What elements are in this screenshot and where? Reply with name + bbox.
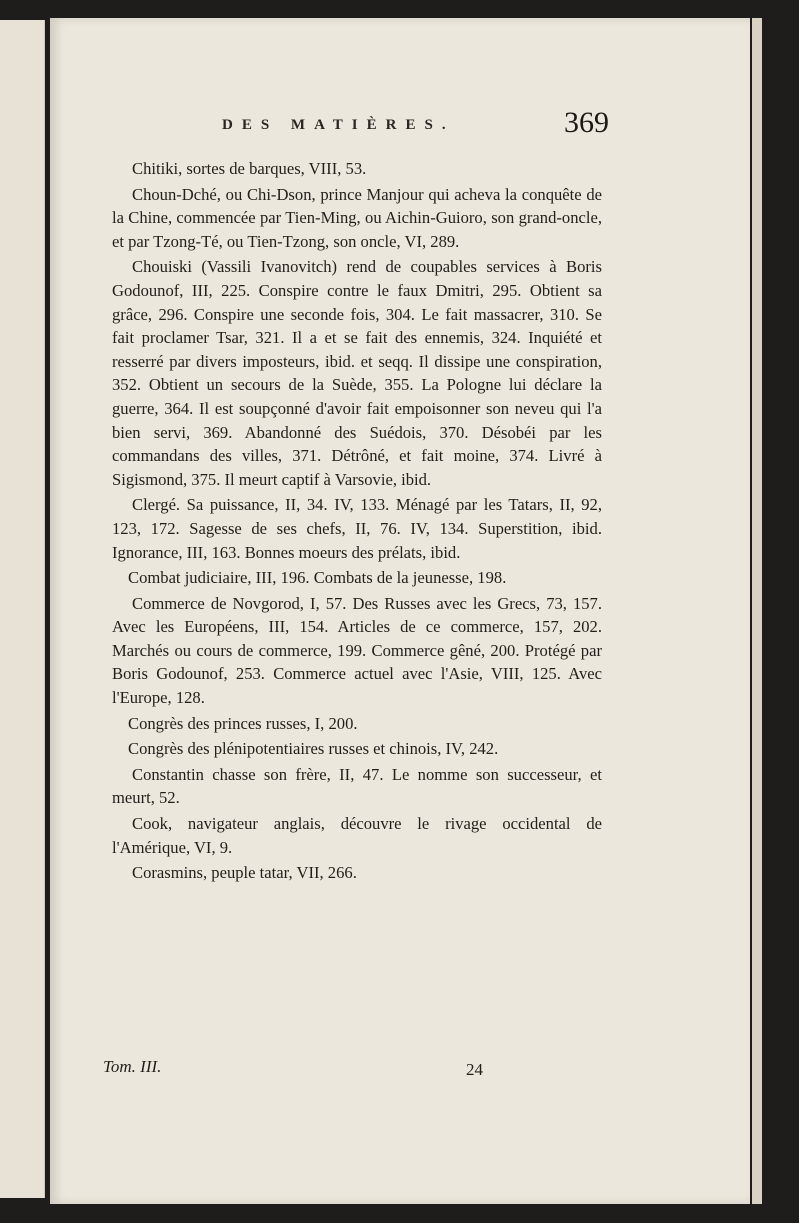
- index-entry: Clergé. Sa puissance, II, 34. IV, 133. Ménagé par les Tatars, II, 92, 123, 172. Sagesse de ses chefs, II, 76. IV, 134. Superstition, ibid. Ignorance, III, 163. Bonnes moeurs des prélats, ibid.: [112, 495, 602, 562]
- page-edge: [752, 18, 762, 1204]
- index-entry: Chouiski (Vassili Ivanovitch) rend de coupables services à Boris Godounof, III, 225. Conspire contre le faux Dmitri, 295. Obtient sa grâce, 296. Conspire une seconde fois, 304. Le fait massacrer, 310. Se fait proclamer Tsar, 321. Il a et se fait des ennemis, 324. Inquiété et resserré par divers imposteurs, ibid. et seqq. Il dissipe une conspiration, 352. Obtient un secours de la Suède, 355. La Pologne lui déclare la guerre, 364. Il est soupçonné d'avoir fait empoisonner son neveu qui l'a bien servi, 369. Abandonné des Suédois, 370. Désobéi par les commandans des villes, 371. Détrôné, et fait moine, 374. Livré à Sigismond, 375. Il meurt captif à Varsovie, ibid.: [112, 257, 602, 489]
- index-entries: [112, 157, 602, 887]
- page-number: 369: [564, 106, 609, 139]
- facing-page-edge: [0, 20, 45, 1198]
- index-entry: Cook, navigateur anglais, découvre le rivage occidental de l'Amérique, VI, 9.: [112, 814, 602, 857]
- index-entry: Corasmins, peuple tatar, VII, 266.: [132, 863, 357, 883]
- signature-mark: 24: [466, 1060, 483, 1079]
- index-entry: Commerce de Novgorod, I, 57. Des Russes avec les Grecs, 73, 157. Avec les Européens, III, 154. Articles de ce commerce, 157, 202. Marchés ou cours de commerce, 199. Commerce gêné, 200. Protégé par Boris Godounof, 253. Commerce actuel avec l'Asie, VIII, 125. Avec l'Europe, 128.: [112, 593, 602, 708]
- index-entry: Congrès des princes russes, I, 200.: [128, 713, 358, 733]
- index-entry: Constantin chasse son frère, II, 47. Le nomme son successeur, et meurt, 52.: [112, 764, 602, 808]
- index-entry: Choun-Dché, ou Chi-Dson, prince Manjour qui acheva la conquête de la Chine, commencée par Tien-Ming, ou Aichin-Guioro, son grand-oncle, et par Tzong-Té, ou Tien-Tzong, son oncle, VI, 289.: [112, 184, 602, 251]
- running-header: DES MATIÈRES.: [222, 117, 455, 133]
- index-entry: Congrès des plénipotentiaires russes et chinois, IV, 242.: [128, 739, 499, 759]
- index-entry: Combat judiciaire, III, 196. Combats de la jeunesse, 198.: [128, 568, 507, 588]
- tome-label: Tom. III.: [103, 1057, 162, 1076]
- index-entry: Chitiki, sortes de barques, VIII, 53.: [132, 159, 367, 178]
